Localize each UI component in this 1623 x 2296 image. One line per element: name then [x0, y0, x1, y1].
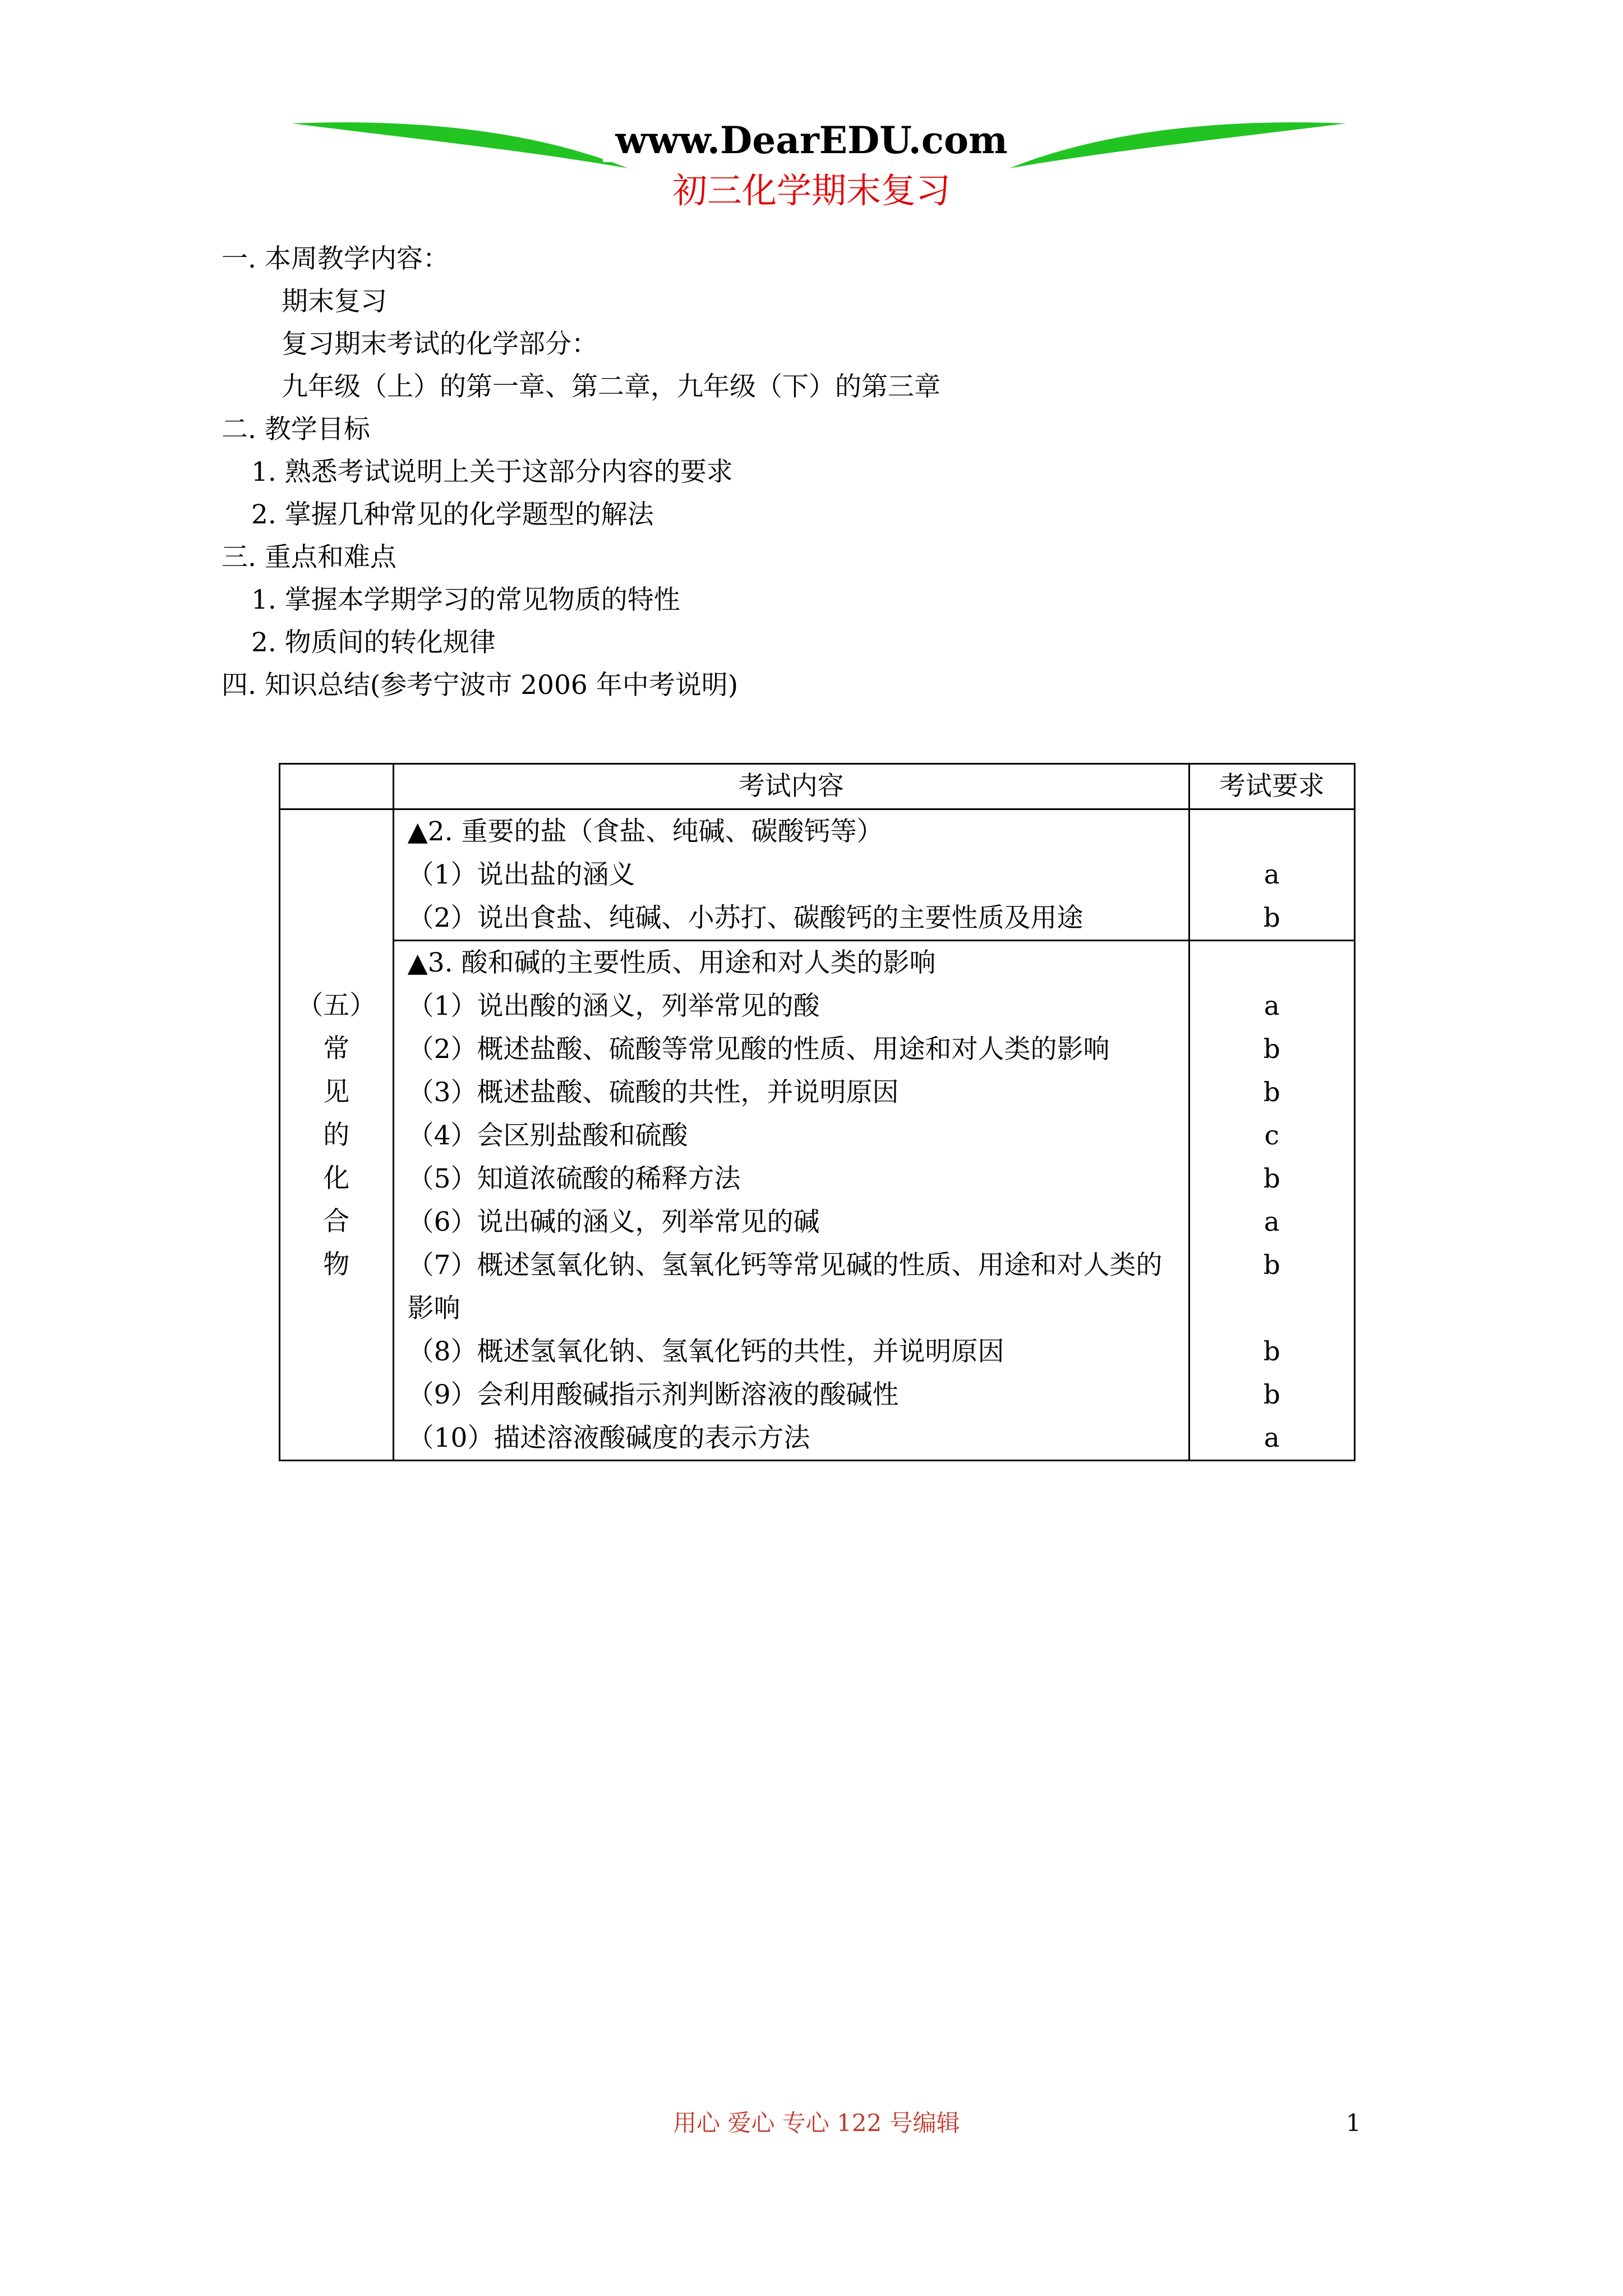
list-item: （2）概述盐酸、硫酸等常见酸的性质、用途和对人类的影响 [407, 1034, 1110, 1065]
group-heading: ▲3. 酸和碱的主要性质、用途和对人类的影响 [407, 947, 936, 978]
list-item: （6）说出碱的涵义，列举常见的碱 [407, 1207, 820, 1237]
requirement-level: b [1263, 1163, 1280, 1194]
content-cell-group-1 [393, 809, 1189, 941]
table-row [280, 809, 1355, 941]
section-line: 2. 掌握几种常见的化学题型的解法 [251, 499, 654, 530]
category-line: 物 [323, 1249, 350, 1280]
category-line: 常 [323, 1033, 350, 1064]
requirement-level: b [1263, 1379, 1280, 1410]
list-item: （1）说出酸的涵义，列举常见的酸 [407, 991, 820, 1022]
category-line: 的 [323, 1119, 350, 1151]
category-line: 化 [323, 1162, 350, 1194]
table-header-cell: 考试要求 [1189, 764, 1354, 809]
list-item: （3）概述盐酸、硫酸的共性，并说明原因 [407, 1077, 899, 1108]
table-row [280, 941, 1355, 1461]
page-number: 1 [1346, 2109, 1361, 2137]
table-header-cell: 考试内容 [393, 764, 1189, 809]
requirement-level: a [1264, 1207, 1280, 1237]
requirement-level: b [1263, 1250, 1280, 1281]
req-cell-group-2 [1189, 941, 1354, 1461]
requirement-level: b [1263, 1034, 1280, 1065]
group-heading: ▲2. 重要的盐（食盐、纯碱、碳酸钙等） [407, 816, 883, 847]
category-line: （五） [297, 990, 376, 1021]
section-line: 复习期末考试的化学部分： [282, 329, 598, 360]
list-item: （2）说出食盐、纯碱、小苏打、碳酸钙的主要性质及用途 [407, 903, 1083, 933]
section-line: 九年级（上）的第一章、第二章，九年级（下）的第三章 [282, 371, 940, 402]
requirement-level: c [1264, 1120, 1279, 1151]
requirement-level: b [1263, 1077, 1280, 1108]
section-line: 1. 掌握本学期学习的常见物质的特性 [251, 585, 680, 615]
section-heading-2: 二. 教学目标 [222, 414, 370, 445]
category-line: 合 [323, 1205, 350, 1237]
req-cell-group-1 [1189, 809, 1354, 941]
list-item: （10）描述溶液酸碱度的表示方法 [407, 1423, 810, 1453]
list-item: （8）概述氢氧化钠、氢氧化钙的共性，并说明原因 [407, 1336, 1004, 1367]
list-item: （7）概述氢氧化钠、氢氧化钙等常见碱的性质、用途和对人类的影响 [407, 1250, 1163, 1324]
category-line: 见 [323, 1076, 350, 1107]
list-item: （5）知道浓硫酸的稀释方法 [407, 1163, 741, 1194]
page-title: 初三化学期末复习 [672, 170, 951, 211]
list-item: （9）会利用酸碱指示剂判断溶液的酸碱性 [407, 1379, 899, 1410]
table-header-cell [280, 764, 394, 809]
list-item: （1）说出盐的涵义 [407, 859, 635, 890]
section-line: 1. 熟悉考试说明上关于这部分内容的要求 [251, 457, 733, 487]
site-logo-text: www.DearEDU.com [603, 118, 1020, 162]
section-line: 2. 物质间的转化规律 [251, 627, 496, 658]
section-heading-1: 一. 本周教学内容： [222, 243, 449, 274]
category-cell [280, 809, 394, 1461]
content-cell-group-2 [393, 941, 1189, 1461]
section-heading-3: 三. 重点和难点 [222, 542, 396, 573]
table-header-row [280, 764, 1355, 809]
requirement-level: b [1263, 1336, 1280, 1367]
requirement-level: b [1263, 903, 1280, 933]
requirement-level: a [1264, 859, 1280, 890]
section-line: 期末复习 [282, 286, 387, 317]
list-item: （4）会区别盐酸和硫酸 [407, 1120, 688, 1151]
requirement-level: a [1264, 1423, 1280, 1453]
footer-text: 用心 爱心 专心 122 号编辑 [673, 2109, 960, 2137]
requirement-level: a [1264, 991, 1280, 1022]
exam-requirements-table [279, 763, 1355, 1461]
section-heading-4: 四. 知识总结(参考宁波市 2006 年中考说明) [222, 670, 739, 701]
